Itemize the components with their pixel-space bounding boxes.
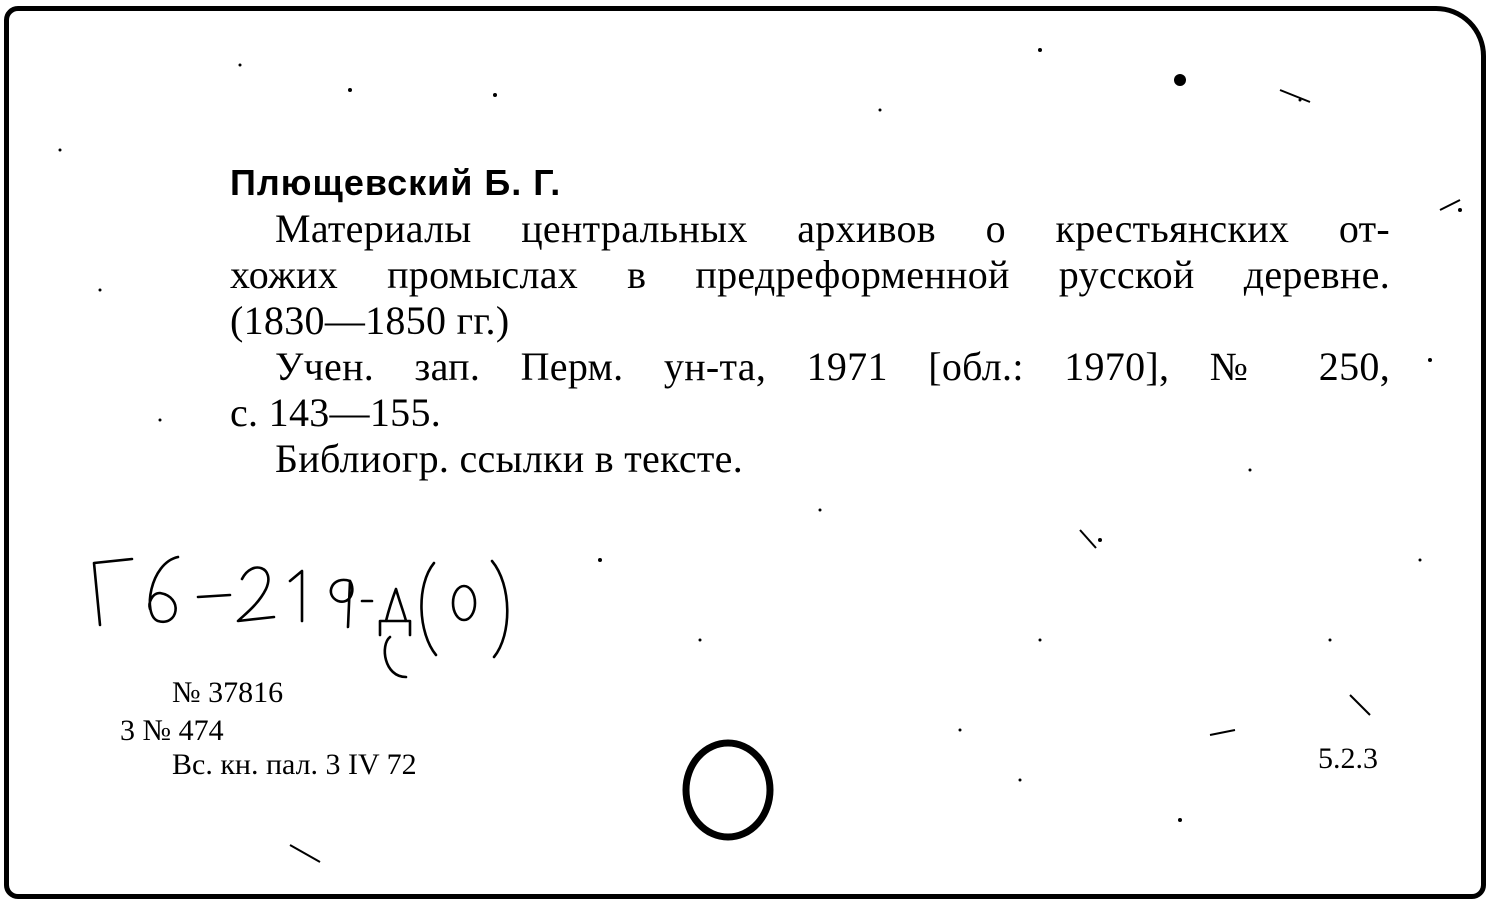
classification-code: 5.2.3 [1318, 742, 1378, 775]
title-line-3: (1830—1850 гг.) [230, 298, 510, 343]
handwritten-shelfmark [80, 545, 550, 695]
bibliography-note: Библиогр. ссылки в тексте. [275, 436, 744, 481]
title-line-1: Материалы центральных архивов о крестьянских от- [275, 206, 1390, 251]
title-line-2: хожих промыслах в предреформенной русской деревне. [230, 252, 1390, 297]
z-number: 3 № 474 [120, 714, 224, 747]
source-line-1: Учен. зап. Перм. ун-та, 1971 [обл.: 1970], № 250, [275, 344, 1390, 389]
author-name: Плющевский Б. Г. [230, 162, 562, 203]
source-line-2: с. 143—155. [230, 390, 442, 435]
bibliographic-entry [230, 160, 1390, 482]
book-chamber-record: Вс. кн. пал. 3 IV 72 [172, 748, 417, 781]
registry-number: № 37816 [172, 676, 284, 709]
hole-circle [678, 735, 778, 845]
